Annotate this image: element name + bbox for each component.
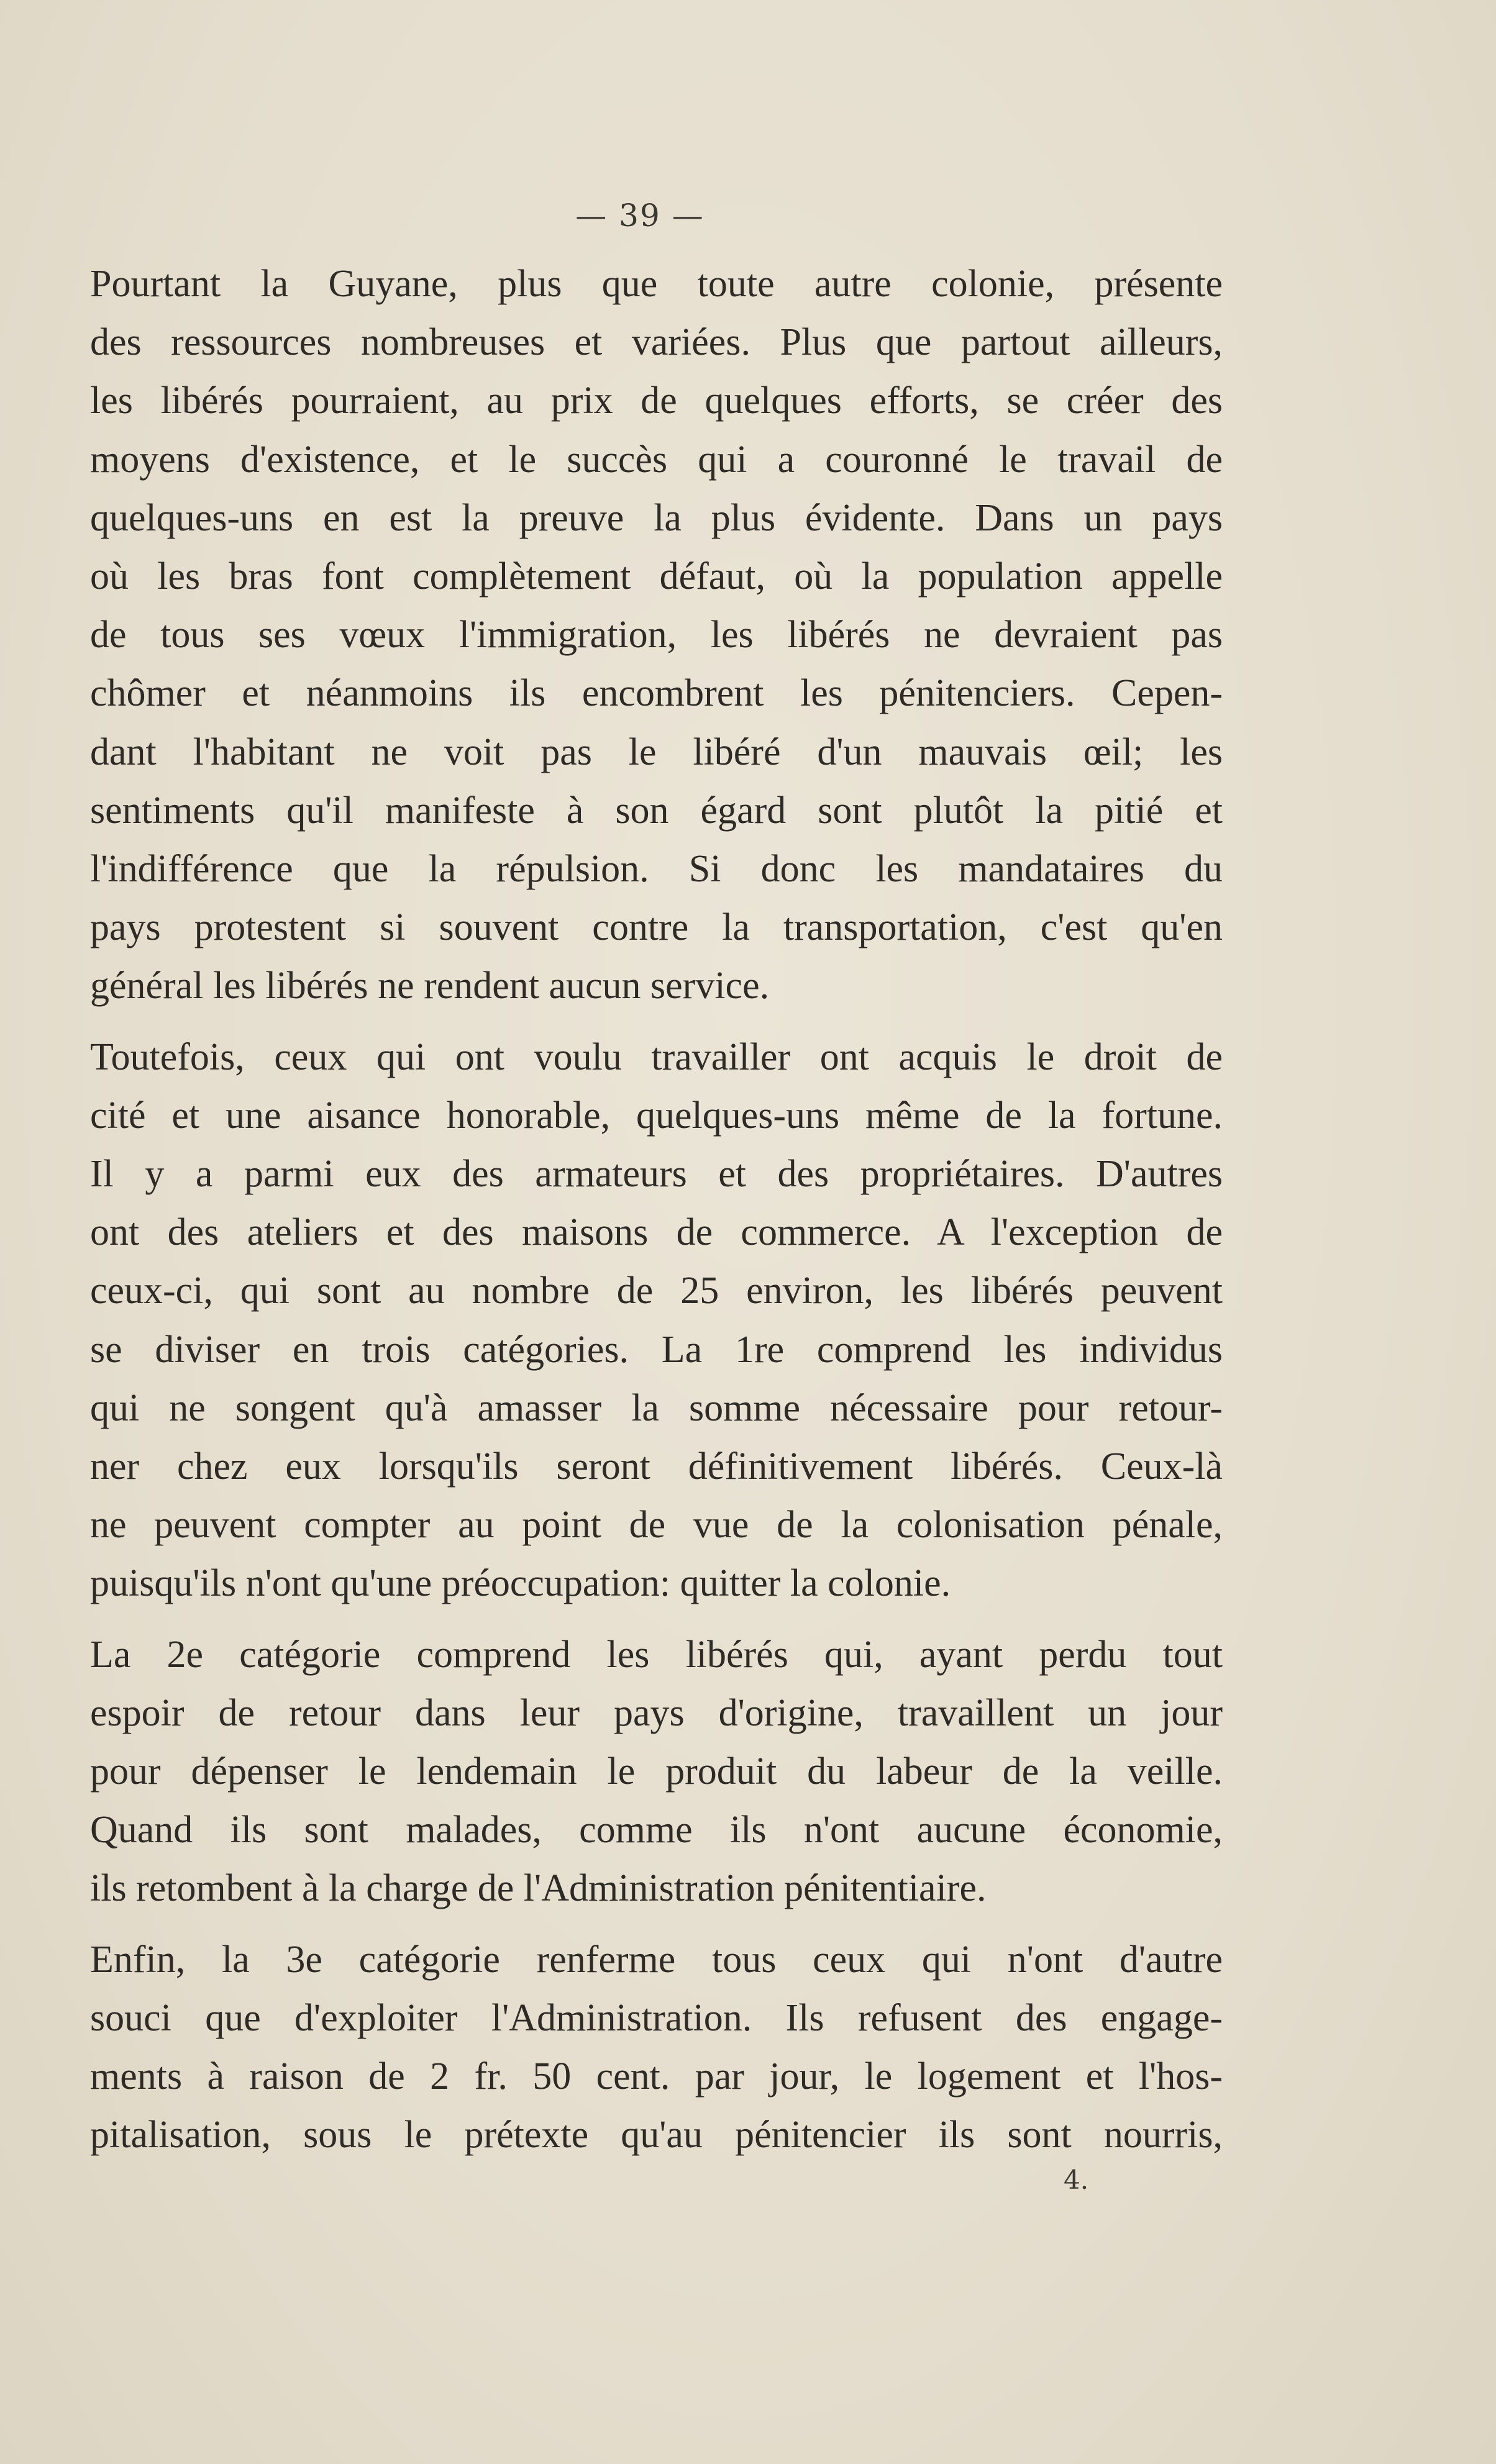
text-line: Toutefois, ceux qui ont voulu travailler ont acquis le droit de <box>90 1035 1223 1078</box>
text-line: Quand ils sont malades, comme ils n'ont aucune économie, <box>90 1809 1223 1852</box>
text-line: les libérés pourraient, au prix de quelques efforts, se créer des <box>90 380 1223 422</box>
text-line: moyens d'existence, et le succès qui a couronné le travail de <box>90 438 1223 481</box>
text-line: dant l'habitant ne voit pas le libéré d'un mauvais œil; les <box>90 730 1223 773</box>
text-line: Enfin, la 3e catégorie renferme tous ceux qui n'ont d'autre <box>90 1938 1223 1981</box>
text-line: chômer et néanmoins ils encombrent les pénitenciers. Cepen- <box>90 672 1223 715</box>
text-line: ne peuvent compter au point de vue de la colonisation pénale, <box>90 1504 1223 1547</box>
text-line: l'indifférence que la répulsion. Si donc les mandataires du <box>90 848 1223 891</box>
text-line: se diviser en trois catégories. La 1re comprend les individus <box>90 1328 1223 1371</box>
text-line: souci que d'exploiter l'Administration. Ils refusent des engage- <box>90 1996 1223 2039</box>
body-text <box>90 255 1223 2165</box>
text-line: ont des ateliers et des maisons de commerce. A l'exception de <box>90 1211 1223 1254</box>
text-line: de tous ses vœux l'immigration, les libérés ne devraient pas <box>90 614 1223 657</box>
paragraph-2 <box>90 1028 1223 1613</box>
text-line: puisqu'ils n'ont qu'une préoccupation: quitter la colonie. <box>90 1562 951 1605</box>
paragraph-1 <box>90 255 1223 1016</box>
text-line: espoir de retour dans leur pays d'origine, travaillent un jour <box>90 1691 1223 1734</box>
text-line: Pourtant la Guyane, plus que toute autre colonie, présente <box>90 263 1223 305</box>
text-line: cité et une aisance honorable, quelques-uns même de la fortune. <box>90 1094 1223 1137</box>
text-line: ner chez eux lorsqu'ils seront définitivement libérés. Ceux-là <box>90 1445 1223 1488</box>
paragraph-3 <box>90 1625 1223 1918</box>
text-line: qui ne songent qu'à amasser la somme nécessaire pour retour- <box>90 1386 1223 1429</box>
text-line: où les bras font complètement défaut, où la population appelle <box>90 555 1223 598</box>
text-line: La 2e catégorie comprend les libérés qui, ayant perdu tout <box>90 1633 1223 1676</box>
text-line: pour dépenser le lendemain le produit du labeur de la veille. <box>90 1750 1223 1793</box>
text-line: Il y a parmi eux des armateurs et des propriétaires. D'autres <box>90 1153 1223 1196</box>
text-line: pays protestent si souvent contre la transportation, c'est qu'en <box>90 906 1223 949</box>
page-number: — 39 — <box>575 198 705 234</box>
text-line: pitalisation, sous le prétexte qu'au pénitencier ils sont nourris, <box>90 2114 1223 2157</box>
text-line: ils retombent à la charge de l'Administration pénitentiaire. <box>90 1867 987 1910</box>
text-line: général les libérés ne rendent aucun service. <box>90 965 770 1007</box>
paragraph-4 <box>90 1930 1223 2165</box>
signature-mark: 4. <box>1064 2165 1089 2195</box>
text-line: sentiments qu'il manifeste à son égard sont plutôt la pitié et <box>90 789 1223 832</box>
text-line: ceux-ci, qui sont au nombre de 25 environ, les libérés peuvent <box>90 1270 1223 1312</box>
text-line: des ressources nombreuses et variées. Plus que partout ailleurs, <box>90 321 1223 364</box>
text-line: quelques-uns en est la preuve la plus évidente. Dans un pays <box>90 496 1223 539</box>
text-line: ments à raison de 2 fr. 50 cent. par jour, le logement et l'hos- <box>90 2055 1223 2098</box>
